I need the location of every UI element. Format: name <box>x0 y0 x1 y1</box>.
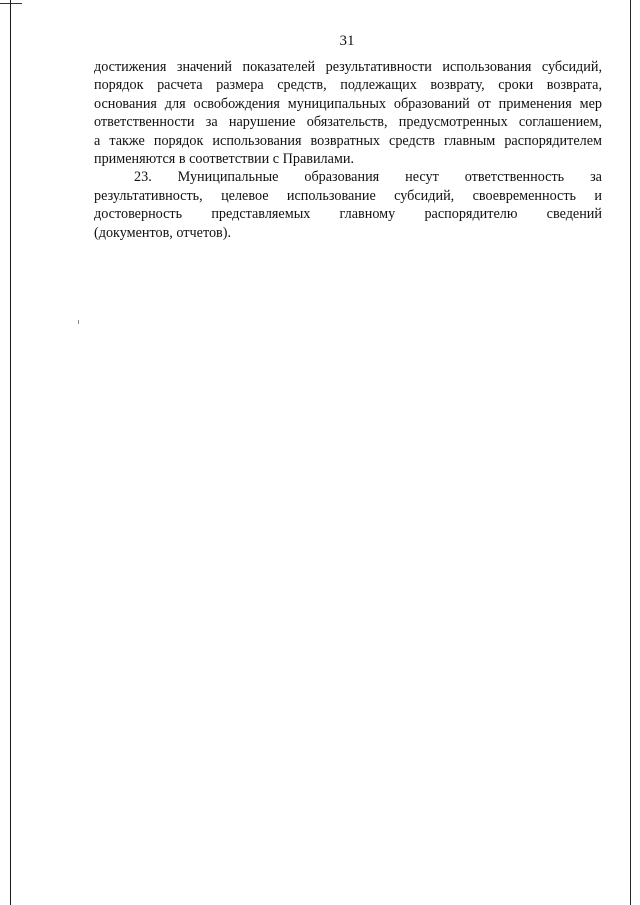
text-line: (документов, отчетов). <box>94 224 232 241</box>
scan-edge-right <box>630 0 631 905</box>
text-line: 23. Муниципальные образования несут ответственность за <box>134 169 602 186</box>
text-line: порядок расчета размера средств, подлежащих возврату, сроки возврата, <box>94 77 602 94</box>
body-text <box>94 58 602 242</box>
scan-corner-mark <box>0 3 22 4</box>
text-line: достижения значений показателей результативности использования субсидий, <box>94 59 602 75</box>
text-line: основания для освобождения муниципальных образований от применения мер <box>94 95 602 112</box>
text-line: результативность, целевое использование субсидий, своевременность и <box>94 187 602 204</box>
paragraph-continuation <box>94 58 602 168</box>
text-line: а также порядок использования возвратных средств главным распорядителем <box>94 132 602 149</box>
text-line: ответственности за нарушение обязательств, предусмотренных соглашением, <box>94 114 602 131</box>
scan-speck <box>78 320 79 324</box>
text-line: достоверность представляемых главному распорядителю сведений <box>94 206 602 223</box>
scan-edge-left <box>10 0 11 905</box>
paragraph-23 <box>94 168 602 242</box>
page-number: 31 <box>339 33 355 49</box>
text-line: применяются в соответствии с Правилами. <box>94 150 355 167</box>
